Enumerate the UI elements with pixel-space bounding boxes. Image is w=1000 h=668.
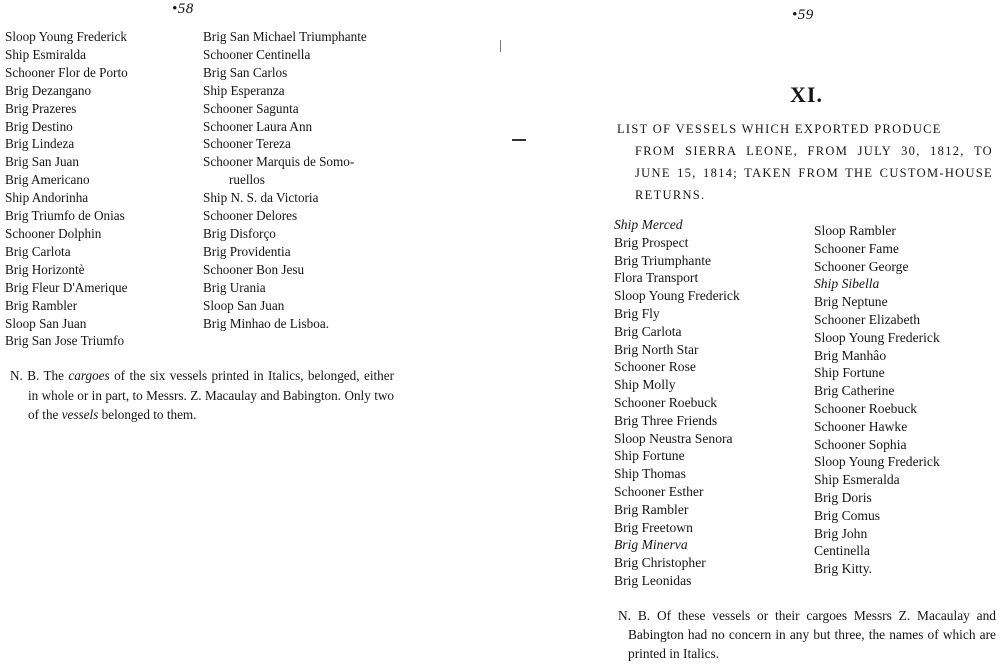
vessel-list-left-column-2 [203,28,367,332]
vessel-entry: Brig Manhâo [814,347,887,363]
vessel-entry: Ship Fortune [814,365,885,381]
vessel-entry: Schooner Sophia [814,436,907,452]
vessel-entry: Ship Andorinha [5,190,89,206]
vessel-entry: Brig Doris [814,489,872,505]
page-number: •59 [792,7,814,23]
vessel-entry: Brig Rambler [614,501,689,517]
vessel-entry: Brig North Star [614,341,699,357]
section-heading [617,118,993,206]
vessel-entry: ruellos [229,172,265,188]
vessel-entry: Ship N. S. da Victoria [203,190,319,206]
vessel-entry: Schooner Fame [814,240,899,256]
vessel-entry: Brig Triumfo de Onias [5,208,125,224]
vessel-entry: Ship Esmiralda [5,46,86,62]
vessel-entry: Brig Fly [614,305,660,321]
vessel-entry: Schooner Marquis de Somo- [203,154,355,170]
gutter-mark [500,40,501,52]
vessel-entry: Ship Merced [614,217,683,232]
vessel-entry: Sloop Young Frederick [814,329,940,345]
vessel-entry: Brig Catherine [814,383,895,399]
vessel-entry: Brig Americano [5,172,90,188]
footnote-emphasis: vessels [61,407,99,422]
vessel-entry: Ship Sibella [814,276,880,292]
right-page [500,0,1000,668]
footnote: N. B. Of these vessels or their cargoes Messrs Z. Macaulay and Babington had no concern in any but three, the names of which are printed in Italics. [618,608,996,661]
footnote [10,366,394,425]
vessel-entry: Brig San Juan [5,154,79,170]
vessel-entry: Brig Comus [814,507,881,523]
vessel-entry: Ship Esperanza [203,82,285,98]
vessel-entry: Brig Providentia [203,243,291,259]
vessel-entry: Brig Neptune [814,294,888,310]
vessel-entry: Sloop San Juan [203,297,285,313]
vessel-entry: Brig Fleur D'Amerique [5,279,128,295]
vessel-entry: Brig Urania [203,279,266,295]
vessel-entry: Schooner Hawke [814,418,908,434]
vessel-entry: Schooner George [814,258,909,274]
vessel-list-left-column-1 [5,28,128,350]
vessel-entry: Schooner Delores [203,208,298,224]
vessel-entry: Ship Thomas [614,466,686,482]
vessel-entry: Sloop Neustra Senora [614,430,733,446]
vessel-entry: Sloop Young Frederick [614,288,740,304]
vessel-entry: Sloop San Juan [5,315,87,331]
vessel-entry: Brig Lindeza [5,136,75,152]
vessel-entry: Brig Horizontè [5,261,85,277]
vessel-entry: Brig Prazeres [5,100,77,116]
gutter-mark [512,139,526,141]
vessel-entry: Ship Esmeralda [814,472,900,488]
vessel-entry: Brig Minhao de Lisboa. [203,315,329,331]
vessel-entry: Schooner Sagunta [203,100,299,116]
vessel-entry: Brig Freetown [614,519,693,535]
vessel-entry: Ship Fortune [614,448,685,464]
vessel-entry: Schooner Flor de Porto [5,64,128,80]
vessel-list-right-column-1 [614,216,740,590]
page-number: •58 [172,1,194,17]
vessel-entry: Sloop Rambler [814,223,896,238]
vessel-entry: Brig Rambler [5,297,78,313]
vessel-entry: Centinella [814,543,870,559]
footnote-text: N. B. The [10,368,69,383]
vessel-entry: Brig Three Friends [614,412,718,428]
vessel-entry: Brig Triumphante [614,252,712,268]
footnote-emphasis: cargoes [68,368,110,383]
vessel-entry: Brig San Michael Triumphante [203,29,367,44]
vessel-entry: Brig Disforço [203,225,276,241]
vessel-entry: Brig John [814,525,868,541]
vessel-entry: Brig Minerva [614,537,688,553]
vessel-entry: Schooner Roebuck [814,400,918,416]
vessel-entry: Schooner Elizabeth [814,311,921,327]
vessel-entry: Schooner Dolphin [5,225,102,241]
vessel-entry: Flora Transport [614,270,699,286]
vessel-entry: Brig Carlota [5,243,71,259]
vessel-entry: Brig Kitty. [814,561,873,577]
section-heading-line: FROM SIERRA LEONE, FROM JULY 30, 1812, TO JUNE 15, 1814; TAKEN FROM THE CUSTOM-HOUSE RETURNS. [635,144,993,202]
footnote-text: belonged to them. [98,407,197,422]
vessel-entry: Schooner Tereza [203,136,291,152]
vessel-entry: Brig Prospect [614,234,689,250]
vessel-entry: Schooner Esther [614,483,704,499]
vessel-entry: Brig Leonidas [614,572,692,588]
vessel-entry: Schooner Laura Ann [203,118,313,134]
vessel-entry: Schooner Roebuck [614,394,718,410]
vessel-entry: Brig Destino [5,118,73,134]
vessel-entry: Schooner Rose [614,359,696,375]
vessel-entry: Schooner Bon Jesu [203,261,305,277]
section-heading-line: LIST OF VESSELS WHICH EXPORTED PRODUCE [617,122,942,136]
vessel-entry: Sloop Young Frederick [814,454,940,470]
footnote-text: of the six vessels printed in Italics, belonged, either in whole or in part, to Messrs. Z. Macaulay and Babington. Only two of the [28,368,394,422]
section-number: XI. [790,82,823,107]
vessel-entry: Schooner Centinella [203,46,311,62]
vessel-entry: Sloop Young Frederick [5,29,127,44]
vessel-entry: Brig Carlota [614,323,682,339]
vessel-entry: Ship Molly [614,377,676,393]
vessel-list-right-column-2 [814,222,940,578]
vessel-entry: Brig Dezangano [5,82,92,98]
vessel-entry: Brig San Jose Triumfo [5,333,125,349]
vessel-entry: Brig Christopher [614,555,706,571]
vessel-entry: Brig San Carlos [203,64,288,80]
